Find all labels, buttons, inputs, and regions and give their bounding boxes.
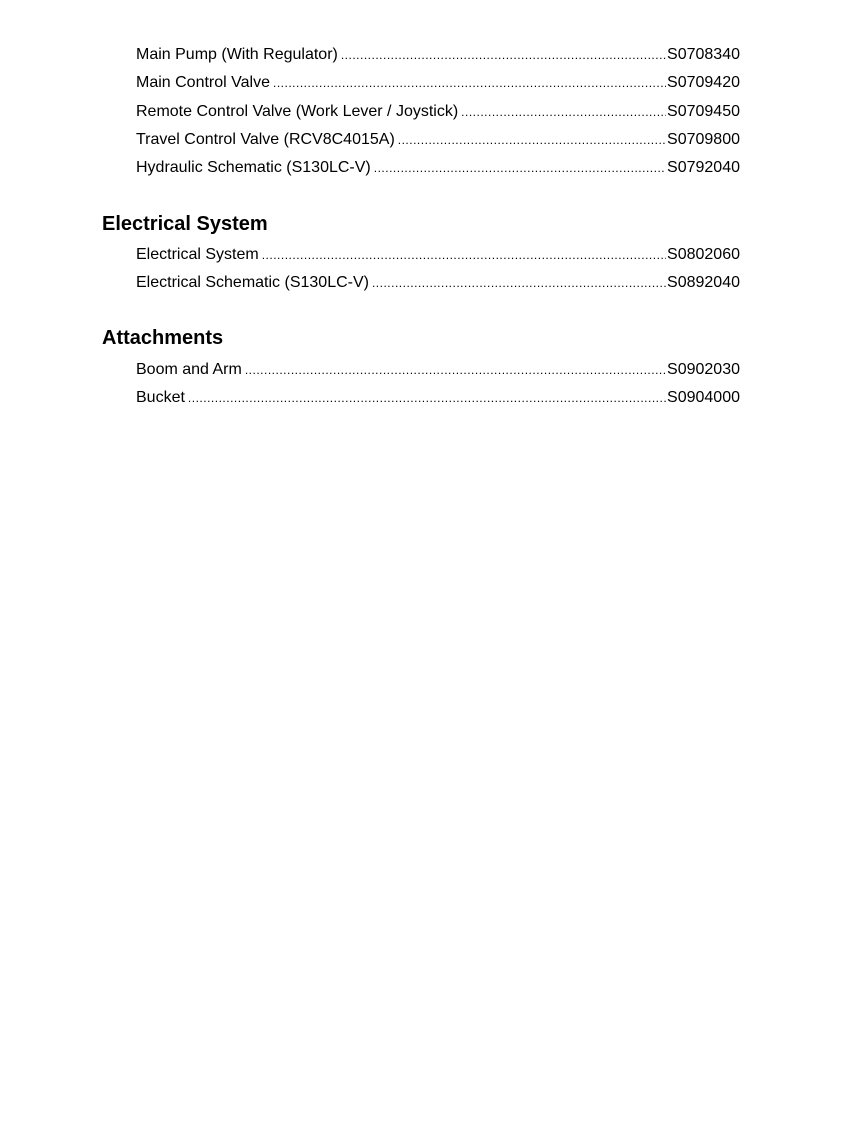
toc-entry-title: Main Pump (With Regulator) — [136, 46, 338, 63]
dot-leader — [341, 44, 666, 66]
toc-entry-title: Electrical System — [136, 246, 259, 263]
toc-entry-title: Hydraulic Schematic (S130LC-V) — [136, 159, 371, 176]
toc-entry-code: S0709450 — [667, 103, 740, 120]
toc-entry-bucket[interactable] — [136, 387, 740, 409]
toc-entry-code: S0708340 — [667, 46, 740, 63]
dot-leader — [262, 244, 666, 266]
dot-leader — [273, 72, 666, 94]
toc-entry-boom-and-arm[interactable] — [136, 359, 740, 381]
toc-entry-title: Travel Control Valve (RCV8C4015A) — [136, 131, 395, 148]
toc-entry-code: S0709800 — [667, 131, 740, 148]
dot-leader — [398, 129, 666, 151]
toc-entry-electrical-system[interactable] — [136, 244, 740, 266]
section-heading-electrical: Electrical System — [102, 213, 268, 235]
dot-leader — [372, 272, 666, 294]
toc-entry-electrical-schematic[interactable] — [136, 272, 740, 294]
toc-entry-code: S0802060 — [667, 246, 740, 263]
toc-entry-main-pump[interactable] — [136, 44, 740, 66]
toc-entry-code: S0902030 — [667, 361, 740, 378]
toc-entry-title: Remote Control Valve (Work Lever / Joystick) — [136, 103, 459, 120]
dot-leader — [188, 387, 666, 409]
toc-entry-code: S0792040 — [667, 159, 740, 176]
toc-entry-title: Bucket — [136, 389, 185, 406]
toc-entry-code: S0904000 — [667, 389, 740, 406]
toc-entry-hydraulic-schematic[interactable] — [136, 157, 740, 179]
toc-entry-title: Electrical Schematic (S130LC-V) — [136, 274, 369, 291]
toc-entry-code: S0892040 — [667, 274, 740, 291]
dot-leader — [245, 359, 666, 381]
toc-entry-travel-control-valve[interactable] — [136, 129, 740, 151]
toc-entry-title: Boom and Arm — [136, 361, 242, 378]
section-heading-attachments: Attachments — [102, 327, 224, 349]
dot-leader — [461, 101, 666, 123]
toc-entry-code: S0709420 — [667, 74, 740, 91]
toc-entry-main-control-valve[interactable] — [136, 72, 740, 94]
toc-entry-remote-control-valve[interactable] — [136, 101, 740, 123]
dot-leader — [374, 157, 666, 179]
toc-entry-title: Main Control Valve — [136, 74, 270, 91]
